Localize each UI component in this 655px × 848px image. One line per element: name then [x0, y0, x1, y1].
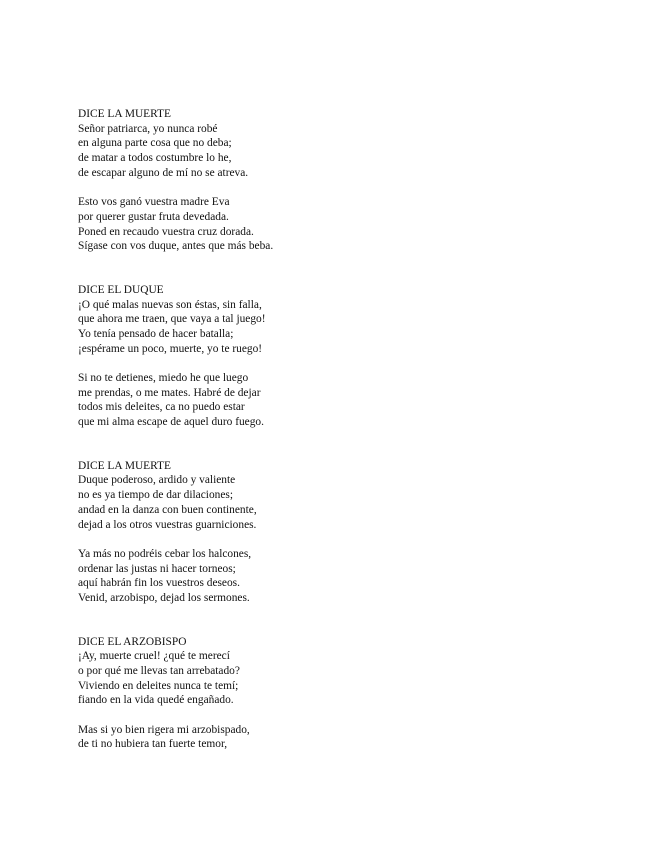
verse-line: que ahora me traen, que vaya a tal juego!	[78, 313, 266, 326]
verse-line: Yo tenía pensado de hacer batalla;	[78, 327, 234, 340]
stanza	[78, 649, 618, 708]
verse-line: en alguna parte cosa que no deba;	[78, 137, 232, 150]
stanza	[78, 298, 618, 357]
verse-line: Señor patriarca, yo nunca robé	[78, 122, 218, 135]
poem-section-1	[78, 107, 618, 254]
verse-line: todos mis deleites, ca no puedo estar	[78, 401, 245, 414]
verse-line: de escapar alguno de mí no se atreva.	[78, 166, 249, 179]
verse-line: de ti no hubiera tan fuerte temor,	[78, 738, 228, 751]
stanza	[78, 547, 618, 606]
verse-line: o por qué me llevas tan arrebatado?	[78, 665, 240, 677]
verse-line: no es ya tiempo de dar dilaciones;	[78, 489, 233, 502]
section-spacer	[78, 606, 618, 635]
verse-line: Mas si yo bien rigera mi arzobispado,	[78, 723, 250, 736]
speaker-heading: DICE EL DUQUE	[78, 283, 164, 296]
stanza	[78, 723, 618, 752]
stanza-spacer	[78, 356, 618, 371]
speaker-heading: DICE LA MUERTE	[78, 108, 171, 120]
stanza	[78, 122, 618, 181]
verse-line: Ya más no podréis cebar los halcones,	[78, 547, 252, 560]
verse-line: ordenar las justas ni hacer torneos;	[78, 562, 236, 575]
verse-line: fiando en la vida quedé engañado.	[78, 694, 234, 707]
verse-line: Viviendo en deleites nunca te temí;	[78, 679, 239, 692]
stanza	[78, 371, 618, 430]
poem-section-3	[78, 459, 618, 606]
stanza-spacer	[78, 532, 618, 547]
verse-line: que mi alma escape de aquel duro fuego.	[78, 416, 264, 429]
poem-section-2	[78, 283, 618, 430]
stanza	[78, 473, 618, 532]
speaker-heading: DICE LA MUERTE	[78, 459, 171, 472]
verse-line: Venid, arzobispo, dejad los sermones.	[78, 591, 250, 604]
verse-line: Duque poderoso, ardido y valiente	[78, 474, 236, 487]
verse-line: Poned en recaudo vuestra cruz dorada.	[78, 225, 254, 238]
verse-line: me prendas, o me mates. Habré de dejar	[78, 386, 261, 399]
verse-line: andad en la danza con buen continente,	[78, 503, 257, 516]
stanza-spacer	[78, 180, 618, 195]
verse-line: Sígase con vos duque, antes que más beba.	[78, 240, 274, 253]
verse-line: Si no te detienes, miedo he que luego	[78, 372, 249, 384]
document-page	[78, 107, 618, 752]
stanza	[78, 195, 618, 254]
verse-line: ¡espérame un poco, muerte, yo te ruego!	[78, 342, 263, 355]
stanza-spacer	[78, 708, 618, 723]
section-spacer	[78, 430, 618, 459]
verse-line: por querer gustar fruta devedada.	[78, 210, 229, 223]
verse-line: Esto vos ganó vuestra madre Eva	[78, 196, 230, 209]
poem-section-4	[78, 635, 618, 753]
verse-line: aquí habrán fin los vuestros deseos.	[78, 577, 240, 590]
speaker-heading: DICE EL ARZOBISPO	[78, 635, 187, 648]
verse-line: dejad a los otros vuestras guarniciones.	[78, 518, 257, 531]
verse-line: ¡O qué malas nuevas son éstas, sin falla,	[78, 298, 262, 311]
verse-line: de matar a todos costumbre lo he,	[78, 152, 232, 165]
verse-line: ¡Ay, muerte cruel! ¿qué te merecí	[78, 650, 230, 663]
section-spacer	[78, 254, 618, 283]
